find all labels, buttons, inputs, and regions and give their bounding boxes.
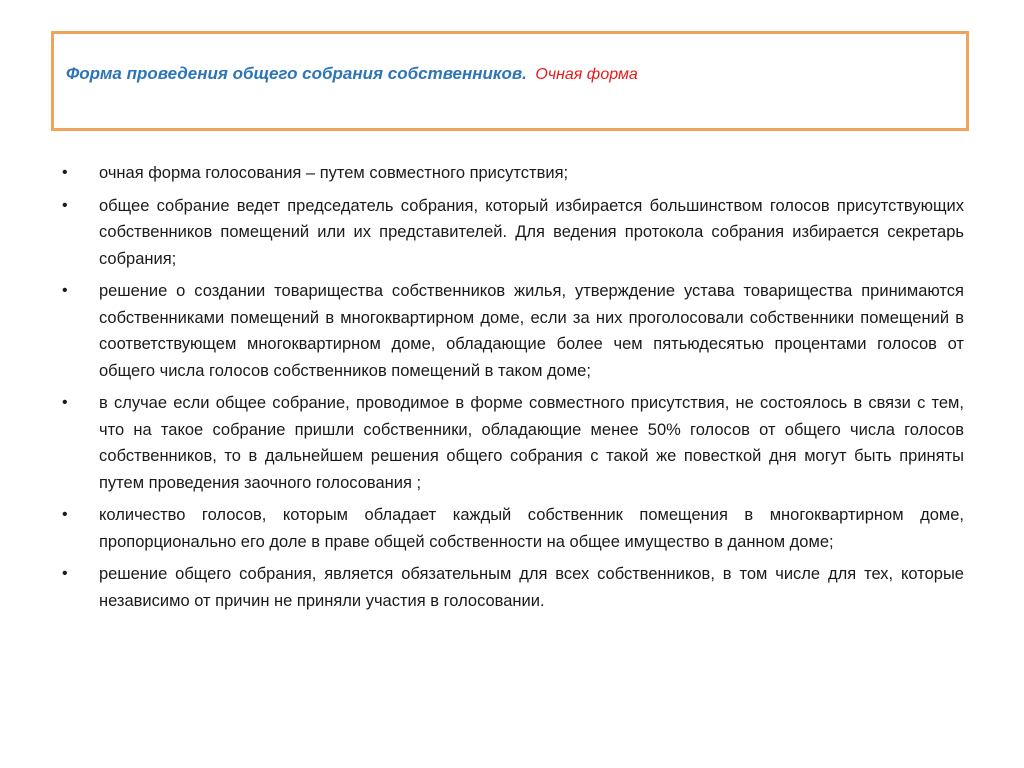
bullet-icon: • — [62, 506, 68, 523]
slide-subtitle: Очная форма — [535, 66, 638, 83]
list-item — [62, 390, 964, 496]
bullet-icon: • — [62, 164, 68, 181]
list-item-text: количество голосов, которым обладает каждый собственник помещения в многоквартирном доме, пропорционально его доле в праве общей собственности на общее имущество в данном доме; — [99, 506, 964, 551]
list-item-text: общее собрание ведет председатель собрания, который избирается большинством голосов присутствующих собственников помещений или их представителей. Для ведения протокола собрания избирается секретарь собрания; — [99, 196, 964, 268]
bullet-icon: • — [62, 394, 68, 411]
title-box — [51, 31, 969, 131]
list-item — [62, 502, 964, 555]
list-item-text: решение общего собрания, является обязательным для всех собственников, в том числе для тех, которые независимо от причин не приняли участия в голосовании. — [99, 565, 964, 610]
bullet-icon: • — [62, 196, 68, 214]
list-item-text: решение о создании товарищества собственников жилья, утверждение устава товарищества принимаются собственниками помещений в многоквартирном доме, если за них проголосовали собственники помещений в соответствующем многоквартирном доме, обладающие более чем пятьюдесятью процентами голосов от общего числа голосов собственников помещений в таком доме; — [99, 282, 964, 380]
list-item — [62, 561, 964, 614]
bullet-icon: • — [62, 565, 68, 582]
list-item — [62, 193, 964, 273]
slide-title: Форма проведения общего собрания собственников. — [66, 64, 527, 83]
list-item-text: очная форма голосования – путем совместного присутствия; — [99, 164, 569, 182]
bullet-icon: • — [62, 282, 68, 299]
list-item — [62, 278, 964, 384]
bullet-list — [62, 160, 964, 620]
list-item — [62, 160, 964, 187]
list-item-text: в случае если общее собрание, проводимое в форме совместного присутствия, не состоялось в связи с тем, что на такое собрание пришли собственники, обладающие менее 50% голосов от общего числа голосов собственников, то в дальнейшем решения общего собрания с такой же повесткой дня могут быть приняты путем проведения заочного голосования ; — [99, 394, 964, 492]
